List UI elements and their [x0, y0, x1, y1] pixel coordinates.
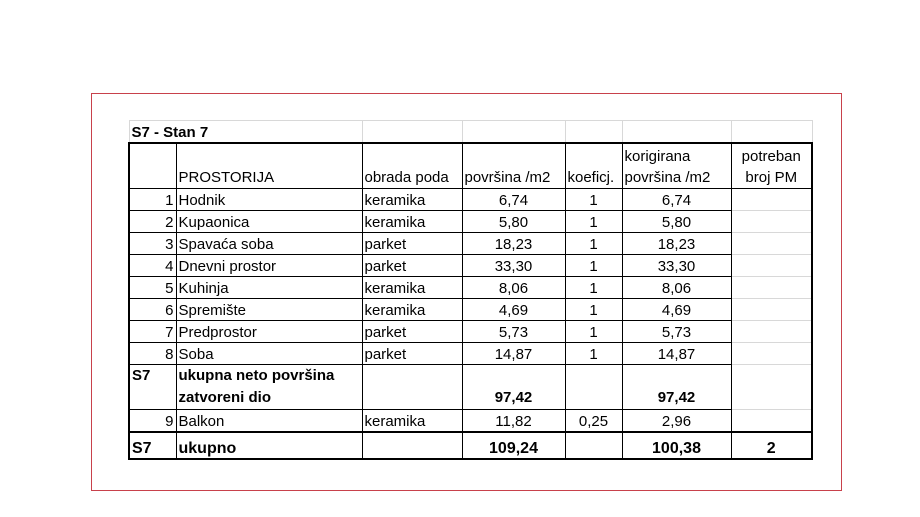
table-row: 2 Kupaonica keramika 5,80 1 5,80: [129, 211, 812, 233]
total-corrected: 100,38: [622, 432, 731, 459]
table-row: 8 Soba parket 14,87 1 14,87: [129, 343, 812, 365]
header-coef: koeficj.: [565, 143, 622, 189]
table-row: 5 Kuhinja keramika 8,06 1 8,06: [129, 277, 812, 299]
table-row: 6 Spremište keramika 4,69 1 4,69: [129, 299, 812, 321]
apartment-area-table: [128, 120, 813, 460]
total-row: [129, 432, 812, 459]
table-row: 7 Predprostor parket 5,73 1 5,73: [129, 321, 812, 343]
table-row: 1 Hodnik keramika 6,74 1 6,74: [129, 189, 812, 211]
header-row: [129, 143, 812, 189]
subtotal-area: 97,42: [462, 365, 565, 410]
total-parking: 2: [731, 432, 812, 459]
header-area: površina /m2: [462, 143, 565, 189]
balcony-row: 9 Balkon keramika 11,82 0,25 2,96: [129, 410, 812, 433]
table-title: S7 - Stan 7: [129, 121, 362, 144]
header-parking: potreban broj PM: [731, 143, 812, 189]
subtotal-corrected: 97,42: [622, 365, 731, 410]
subtotal-label: ukupna neto površina zatvoreni dio: [176, 365, 362, 410]
total-label: ukupno: [176, 432, 362, 459]
header-num: [129, 143, 176, 189]
title-row: [129, 121, 812, 144]
header-floor: obrada poda: [362, 143, 462, 189]
subtotal-code: S7: [129, 365, 176, 410]
header-corrected: korigirana površina /m2: [622, 143, 731, 189]
total-code: S7: [129, 432, 176, 459]
subtotal-row: [129, 365, 812, 410]
table-row: 3 Spavaća soba parket 18,23 1 18,23: [129, 233, 812, 255]
header-room: PROSTORIJA: [176, 143, 362, 189]
total-area: 109,24: [462, 432, 565, 459]
table-row: 4 Dnevni prostor parket 33,30 1 33,30: [129, 255, 812, 277]
